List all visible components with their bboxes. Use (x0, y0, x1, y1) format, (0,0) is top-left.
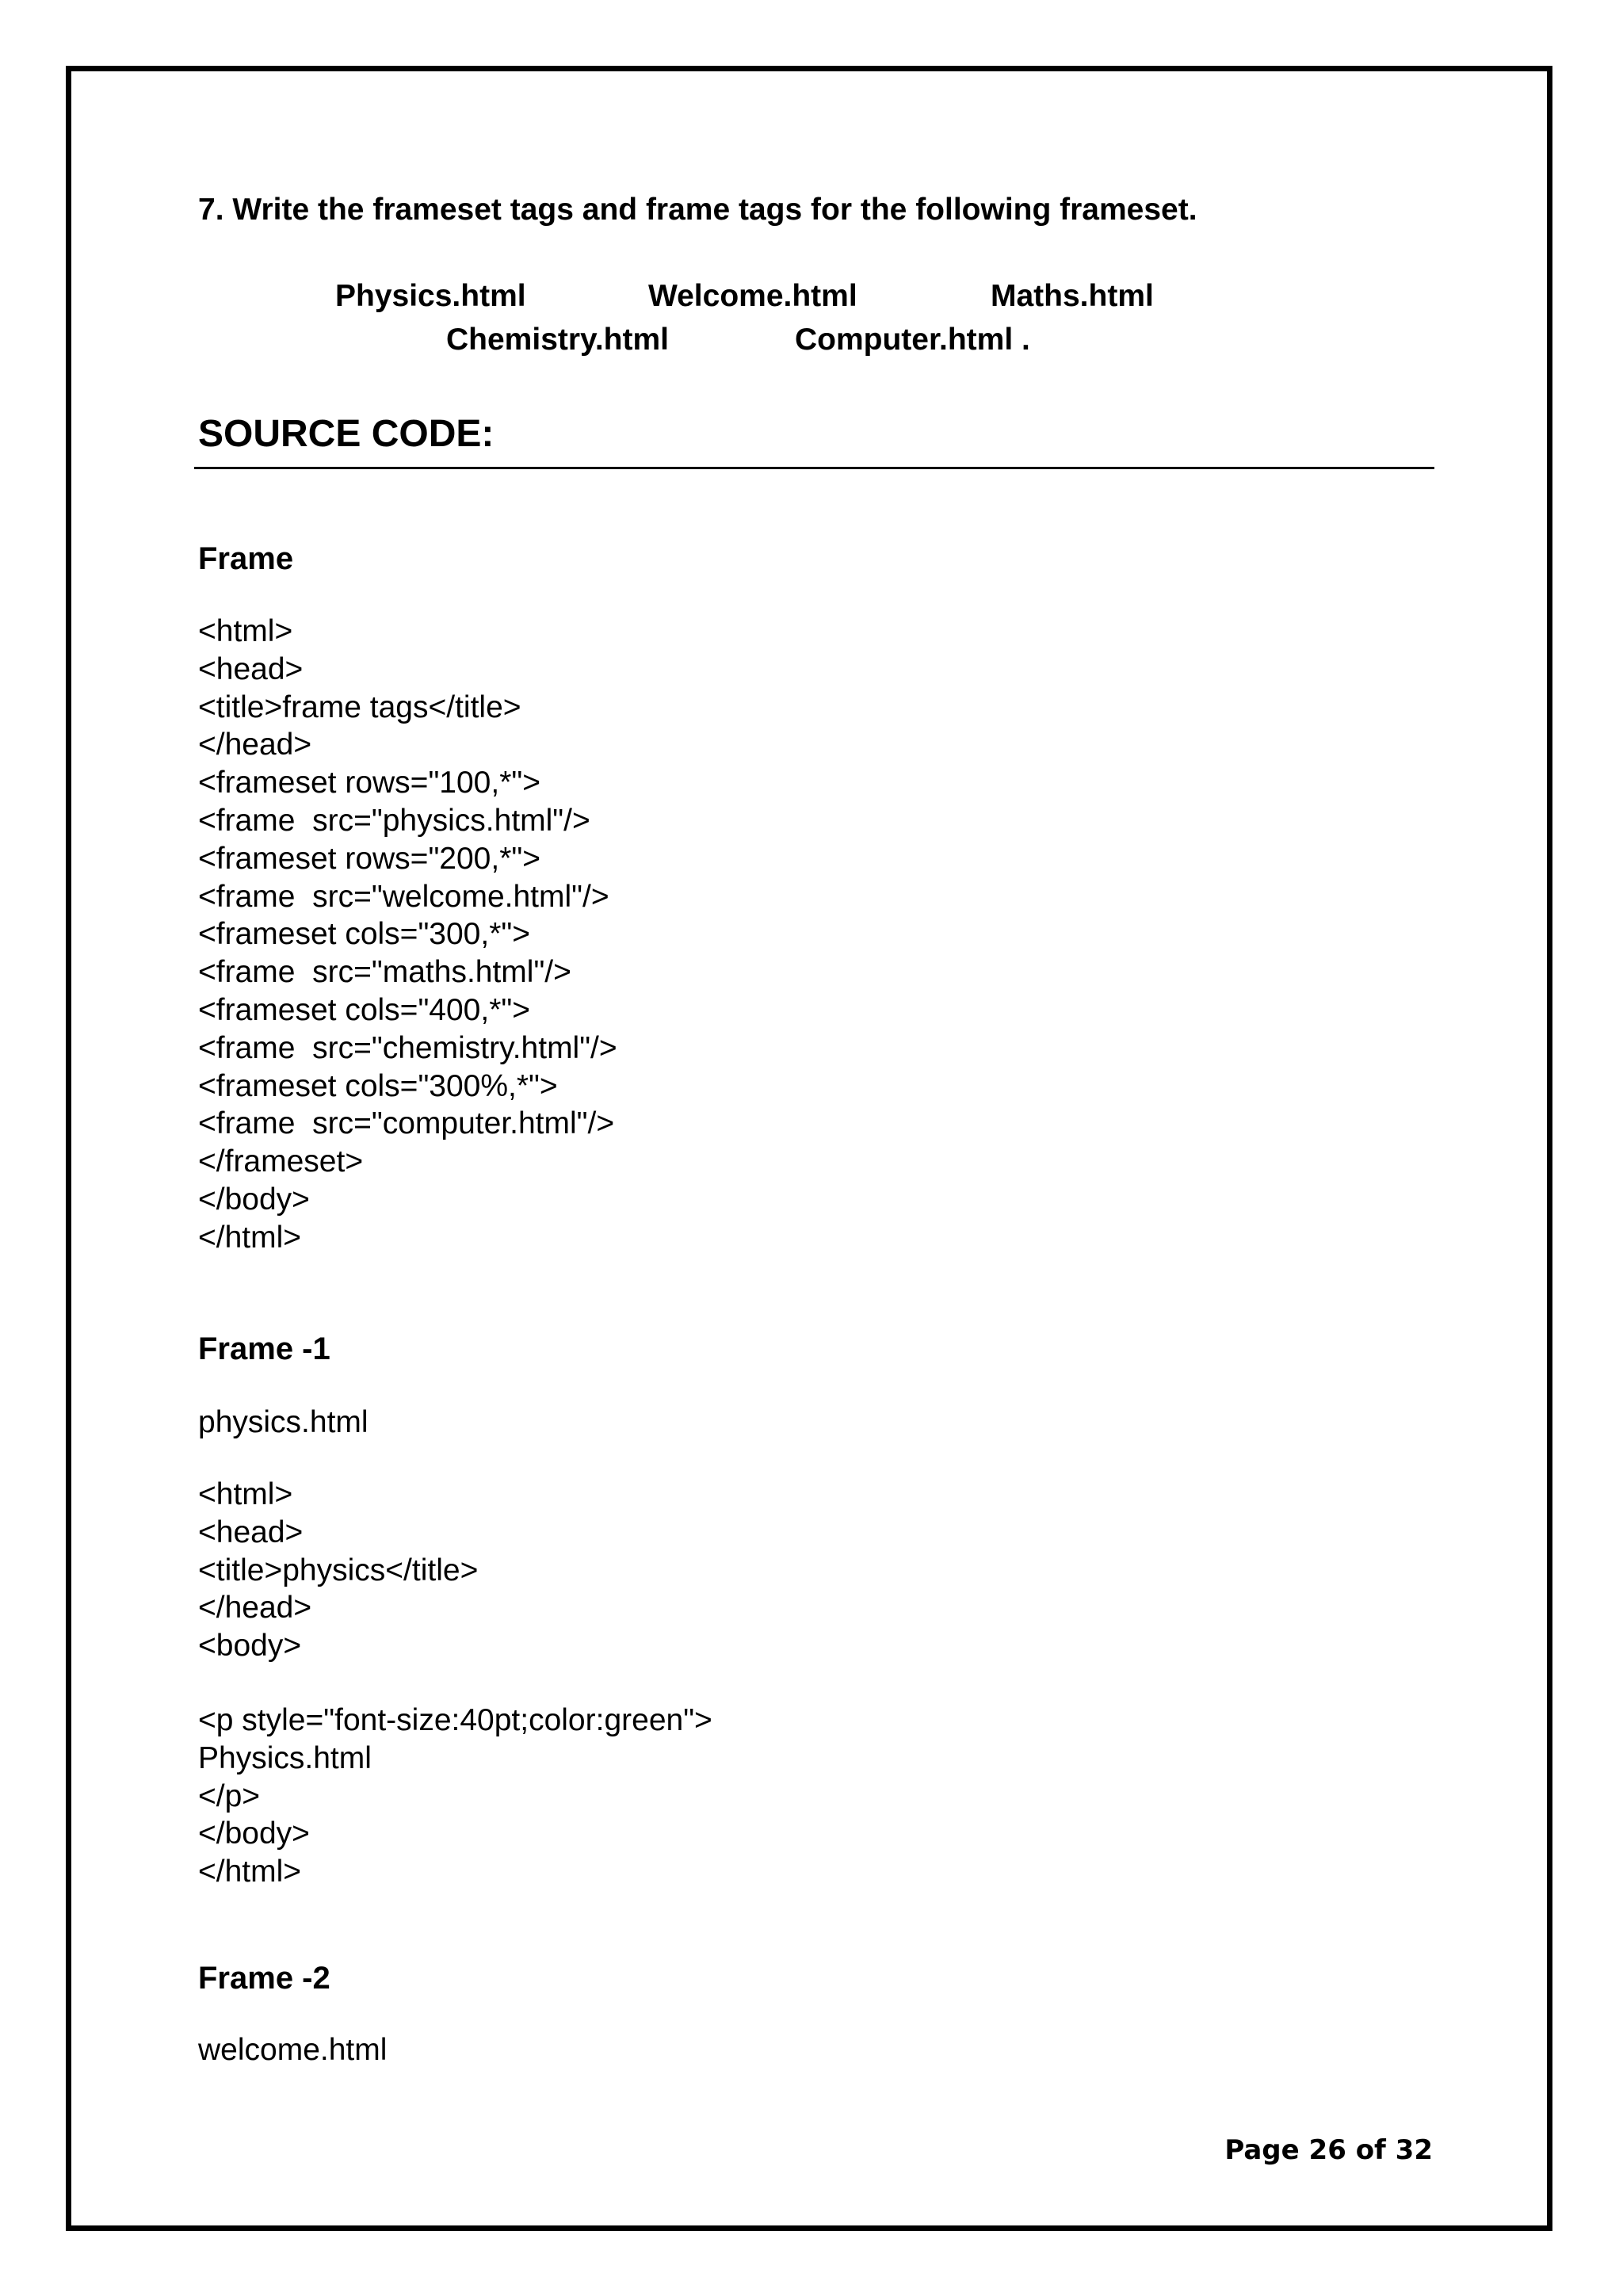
question-text: 7. Write the frameset tags and frame tags for the following frameset. (198, 193, 1197, 227)
physics-source-head: <html> <head> <title>physics</title> </head> <body> (198, 1477, 479, 1664)
frameset-source-code: <html> <head> <title>frame tags</title> </head> <frameset rows="100,*"> <frame src="physics.html"/> <frameset rows="200,*"> <frame src="welcome.html"/> <frameset cols="300,*"> <frame src="maths.html"/> <frameset cols="400,*"> <frame src="chemistry.html"/> <frameset cols="300%,*"> <frame src="computer.html"/> </frameset> </body> </html> (198, 614, 617, 1255)
filename-physics: physics.html (198, 1405, 369, 1439)
section-title-frame-2: Frame -2 (198, 1961, 330, 1996)
page-number: Page 26 of 32 (1224, 2134, 1433, 2166)
frame-name-physics: Physics.html (335, 279, 526, 313)
source-code-heading: SOURCE CODE: (198, 413, 495, 455)
filename-welcome: welcome.html (198, 2033, 388, 2067)
frame-name-chemistry: Chemistry.html (446, 323, 669, 357)
section-title-frame: Frame (198, 541, 294, 576)
heading-divider (194, 467, 1434, 469)
section-title-frame-1: Frame -1 (198, 1331, 330, 1366)
frame-name-computer: Computer.html . (795, 323, 1030, 357)
frame-name-welcome: Welcome.html (648, 279, 857, 313)
frame-name-maths: Maths.html (991, 279, 1154, 313)
physics-source-body: <p style="font-size:40pt;color:green"> Physics.html </p> </body> </html> (198, 1703, 712, 1889)
